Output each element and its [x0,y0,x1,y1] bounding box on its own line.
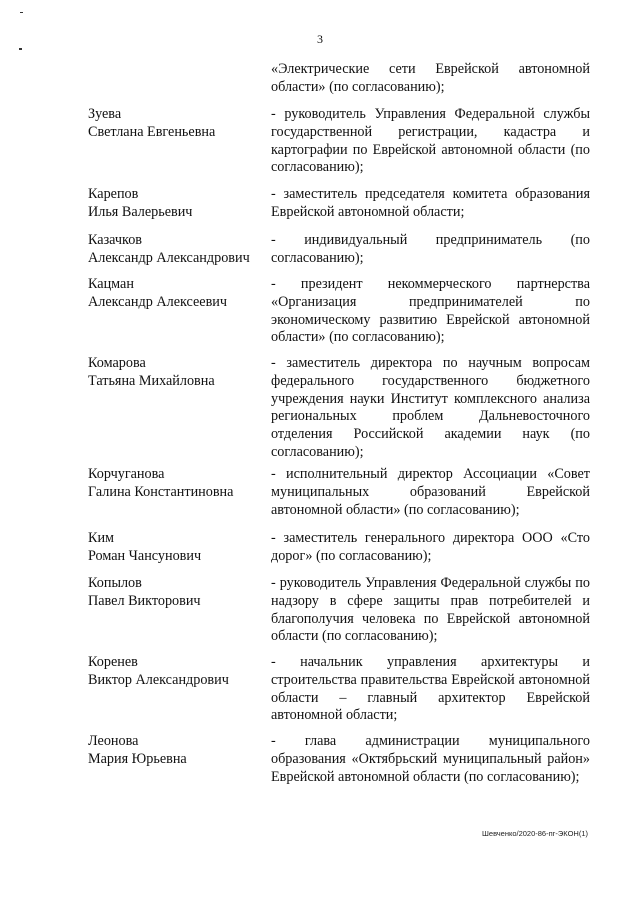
member-name [88,733,268,769]
page-number: 3 [317,32,323,46]
member-position: - заместитель генерального директора ООО «Сто дорог» (по согласованию); [271,530,590,564]
member-given-name: Галина Константиновна [88,483,234,500]
member-name [88,530,268,566]
continuation-text: «Электрические сети Еврейской автономной области» (по согласованию); [271,61,590,95]
member-position: - глава администрации муниципального образования «Октябрьский муниципальный район» Еврейской автономной области (по согласованию); [271,733,590,785]
member-surname: Коренев [88,654,138,670]
member-surname: Корчуганова [88,466,165,482]
member-name [88,276,268,312]
member-surname: Леонова [88,733,139,749]
member-surname: Ким [88,530,115,546]
member-name [88,106,268,142]
member-name [88,466,268,502]
member-name [88,355,268,391]
member-surname: Казачков [88,232,143,248]
member-name [88,232,268,268]
member-surname: Комарова [88,355,146,371]
member-name [88,654,268,690]
scan-artifact [19,48,22,50]
member-name [88,575,268,611]
member-surname: Копылов [88,575,142,591]
member-position: - заместитель директора по научным вопросам федерального государственного бюджетного учреждения науки Институт комплексного анализа региональных проблем Дальневосточного отделения Российской академии наук (по согласованию); [271,355,590,460]
member-position: - руководитель Управления Федеральной службы государственной регистрации, кадастра и картографии по Еврейской автономной области (по согласованию); [271,106,590,176]
member-position: - президент некоммерческого партнерства «Организация предпринимателей по экономическому развитию Еврейской автономной области» (по согласованию); [271,276,590,346]
member-position: - исполнительный директор Ассоциации «Совет муниципальных образований Еврейской автономной области» (по согласованию); [271,466,590,518]
member-given-name: Роман Чансунович [88,547,202,564]
member-position: - начальник управления архитектуры и строительства правительства Еврейской автономной области – главный архитектор Еврейской автономной области; [271,654,590,724]
member-position: - заместитель председателя комитета образования Еврейской автономной области; [271,186,590,220]
member-surname: Карепов [88,186,139,202]
document-footer-code: Шевченко/2020-86-пг-ЭКОН(1) [482,829,588,838]
member-given-name: Мария Юрьевна [88,750,187,767]
member-given-name: Александр Александрович [88,249,250,266]
member-name [88,186,268,222]
member-given-name: Илья Валерьевич [88,203,193,220]
member-surname: Кацман [88,276,134,292]
member-given-name: Светлана Евгеньевна [88,123,216,140]
member-given-name: Александр Алексеевич [88,293,228,310]
member-given-name: Павел Викторович [88,592,201,609]
scan-artifact [20,12,23,13]
member-position: - индивидуальный предприниматель (по согласованию); [271,232,590,266]
member-given-name: Татьяна Михайловна [88,372,215,389]
member-surname: Зуева [88,106,122,122]
member-given-name: Виктор Александрович [88,671,229,688]
member-position: - руководитель Управления Федеральной службы по надзору в сфере защиты прав потребителей и благополучия человека по Еврейской автономной области (по согласованию); [271,575,590,645]
